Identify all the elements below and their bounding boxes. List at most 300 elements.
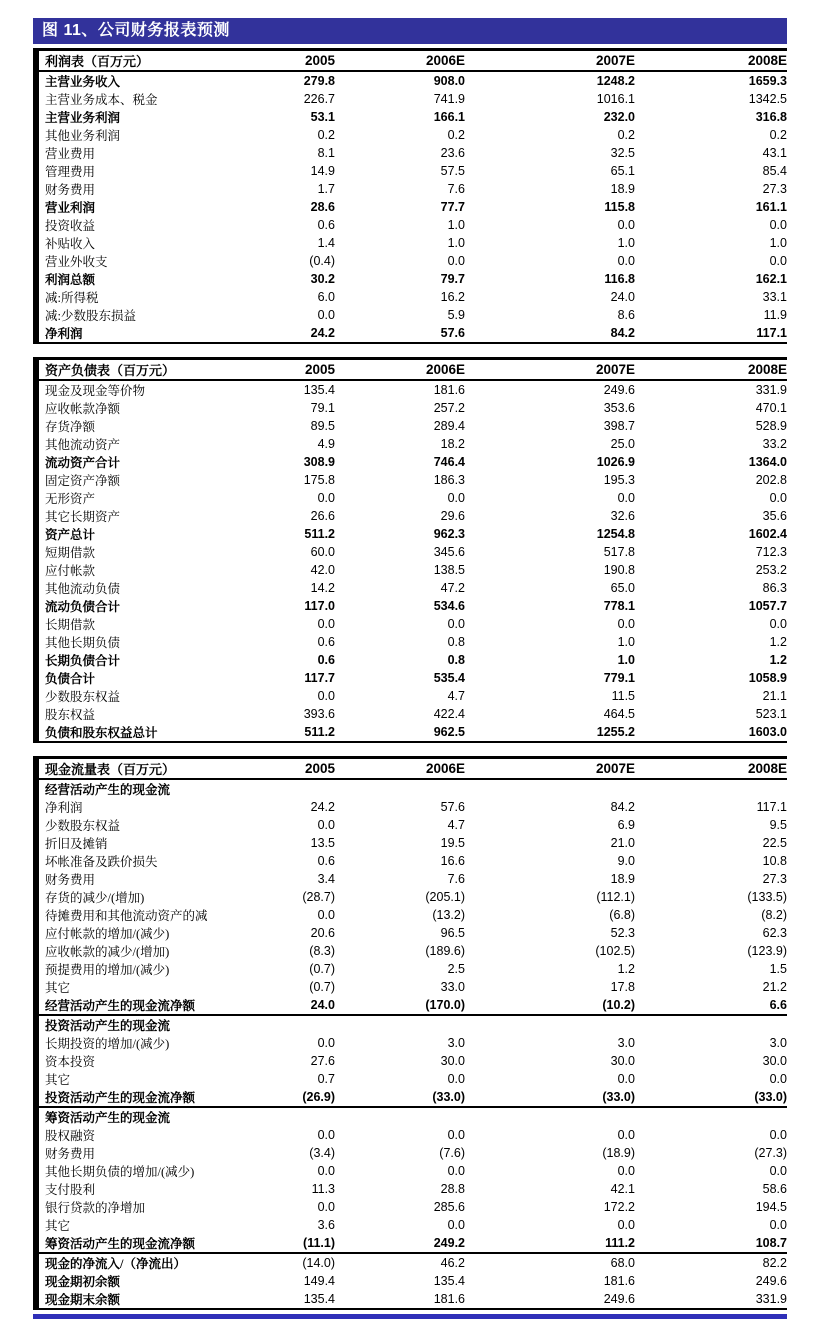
row-label: 管理费用 <box>45 165 96 179</box>
cell-value: 0.2 <box>447 128 465 142</box>
row-label: 坏帐准备及跌价损失 <box>45 855 158 869</box>
cell-value: 1.2 <box>617 962 635 976</box>
cell-value: 77.7 <box>440 200 465 214</box>
cell-value: 1659.3 <box>748 74 787 88</box>
row-label: 补贴收入 <box>45 237 96 251</box>
figure-title-bar <box>33 18 787 44</box>
cell-value: 1248.2 <box>596 74 635 88</box>
cell-value: 908.0 <box>433 74 465 88</box>
cell-value: 962.3 <box>433 527 465 541</box>
row-label: 资本投资 <box>45 1055 96 1069</box>
table-row <box>39 126 787 144</box>
column-header-2008e: 2008E <box>747 761 787 776</box>
cell-value: 60.0 <box>310 545 335 559</box>
balance-sheet-grid <box>39 357 787 743</box>
row-label: 现金及现金等价物 <box>45 384 146 398</box>
cell-value: 7.6 <box>447 182 465 196</box>
column-header-2007e: 2007E <box>595 362 635 377</box>
row-label: 现金的净流入/（净流出） <box>45 1257 186 1271</box>
row-label: 存货净额 <box>45 420 96 434</box>
cell-value: 0.0 <box>317 1036 335 1050</box>
table-row <box>39 71 787 90</box>
cell-value: 0.7 <box>317 1072 335 1086</box>
cell-value: 511.2 <box>304 725 335 739</box>
cell-value: 89.5 <box>310 419 335 433</box>
cell-value: 0.0 <box>769 617 787 631</box>
table-row <box>39 1088 787 1107</box>
row-label: 减:所得税 <box>45 291 99 305</box>
table-row <box>39 108 787 126</box>
table-row <box>39 399 787 417</box>
cell-value: 0.0 <box>317 908 335 922</box>
cell-value: 253.2 <box>755 563 787 577</box>
cell-value: (3.4) <box>309 1146 335 1160</box>
row-label: 应付帐款的增加/(减少) <box>45 927 170 941</box>
row-label: 长期借款 <box>45 618 96 632</box>
table-row <box>39 723 787 742</box>
cash-flow-table <box>33 756 787 1310</box>
cell-value: 0.0 <box>317 818 335 832</box>
cell-value: 96.5 <box>440 926 465 940</box>
table-row <box>39 180 787 198</box>
cell-value: 3.4 <box>317 872 335 886</box>
table-row <box>39 1126 787 1144</box>
table-row <box>39 90 787 108</box>
row-label: 营业外收支 <box>45 255 108 269</box>
cell-value: 111.2 <box>605 1236 635 1250</box>
row-label: 预提费用的增加/(减少) <box>45 963 170 977</box>
table-row <box>39 651 787 669</box>
column-header-2005: 2005 <box>304 53 335 68</box>
cell-value: 175.8 <box>303 473 335 487</box>
cell-value: 1.2 <box>769 635 787 649</box>
table-row <box>39 198 787 216</box>
cell-value: 190.8 <box>603 563 635 577</box>
cell-value: 0.0 <box>447 1218 465 1232</box>
row-label: 少数股东权益 <box>45 690 121 704</box>
column-header-2008e: 2008E <box>747 362 787 377</box>
cell-value: 257.2 <box>433 401 465 415</box>
table-row <box>39 489 787 507</box>
cell-value: 162.1 <box>755 272 787 286</box>
cell-value: (0.4) <box>309 254 335 268</box>
cell-value: 68.0 <box>610 1256 635 1270</box>
table-row <box>39 417 787 435</box>
cell-value: 24.0 <box>310 998 335 1012</box>
table-row <box>39 324 787 343</box>
cell-value: 0.0 <box>617 1218 635 1232</box>
cash-flow-header-row <box>39 758 787 780</box>
cell-value: 1016.1 <box>596 92 635 106</box>
table-row <box>39 561 787 579</box>
table-row <box>39 525 787 543</box>
table-row <box>39 543 787 561</box>
cell-value <box>635 1015 787 1034</box>
cell-value: 0.2 <box>769 128 787 142</box>
row-label: 主营业务成本、税金 <box>45 93 158 107</box>
cell-value: 3.6 <box>317 1218 335 1232</box>
cell-value: 11.9 <box>763 308 787 322</box>
table-row <box>39 779 787 798</box>
cell-value: 27.3 <box>762 182 787 196</box>
cell-value: 53.1 <box>310 110 335 124</box>
cell-value: 8.6 <box>617 308 635 322</box>
cell-value: 746.4 <box>433 455 465 469</box>
cell-value <box>335 1015 465 1034</box>
row-label: 其他流动资产 <box>45 438 121 452</box>
row-label: 投资活动产生的现金流净额 <box>45 1091 196 1105</box>
cell-value: (11.1) <box>303 1236 335 1250</box>
cell-value: 1.0 <box>617 653 635 667</box>
bottom-rule <box>33 1314 787 1319</box>
cell-value: 0.0 <box>617 491 635 505</box>
cell-value: 0.0 <box>317 1128 335 1142</box>
cell-value: 6.0 <box>317 290 335 304</box>
row-label: 其它 <box>45 1073 71 1087</box>
cell-value: (13.2) <box>432 908 465 922</box>
row-label: 负债和股东权益总计 <box>45 726 158 740</box>
row-label: 资产总计 <box>45 528 96 542</box>
table-row <box>39 906 787 924</box>
row-label: 无形资产 <box>45 492 96 506</box>
cell-value: 712.3 <box>755 545 787 559</box>
cell-value <box>335 1107 465 1126</box>
cell-value: 194.5 <box>755 1200 787 1214</box>
cell-value: (28.7) <box>302 890 335 904</box>
cell-value: 1342.5 <box>748 92 787 106</box>
row-label: 投资活动产生的现金流 <box>45 1019 171 1033</box>
figure-content <box>33 18 787 1319</box>
table-row <box>39 834 787 852</box>
row-label: 筹资活动产生的现金流净额 <box>45 1237 196 1251</box>
cell-value: 27.3 <box>762 872 787 886</box>
table-row <box>39 942 787 960</box>
table-row <box>39 252 787 270</box>
cell-value: 1.0 <box>617 236 635 250</box>
column-header-2005: 2005 <box>304 362 335 377</box>
row-label: 待摊费用和其他流动资产的减 <box>45 909 208 923</box>
cell-value: 0.0 <box>769 491 787 505</box>
cell-value: (33.0) <box>754 1090 787 1104</box>
cell-value: 3.0 <box>617 1036 635 1050</box>
cell-value: 393.6 <box>303 707 335 721</box>
cell-value: 14.9 <box>310 164 335 178</box>
row-label: 利润总额 <box>45 273 96 287</box>
table-row <box>39 870 787 888</box>
cell-value <box>465 1107 635 1126</box>
cell-value: (189.6) <box>425 944 465 958</box>
row-label: 支付股利 <box>45 1183 96 1197</box>
cell-value: 19.5 <box>440 836 465 850</box>
cell-value: 9.5 <box>769 818 787 832</box>
table-row <box>39 633 787 651</box>
table-row <box>39 705 787 723</box>
table-row <box>39 669 787 687</box>
row-label: 短期借款 <box>45 546 96 560</box>
row-label: 其他业务利润 <box>45 129 121 143</box>
cell-value: 0.0 <box>617 617 635 631</box>
cell-value: 25.0 <box>610 437 635 451</box>
cell-value: 0.0 <box>769 254 787 268</box>
cell-value <box>335 779 465 798</box>
cell-value: 1.0 <box>447 236 465 250</box>
cell-value: 1.2 <box>769 653 787 667</box>
cell-value: (10.2) <box>602 998 635 1012</box>
cell-value: 46.2 <box>440 1256 465 1270</box>
table-row <box>39 507 787 525</box>
cell-value: 115.8 <box>604 200 635 214</box>
row-label: 银行贷款的净增加 <box>45 1201 146 1215</box>
cell-value: 16.6 <box>440 854 465 868</box>
cell-value: (27.3) <box>754 1146 787 1160</box>
row-label: 筹资活动产生的现金流 <box>45 1111 171 1125</box>
table-row <box>39 306 787 324</box>
row-label: 营业利润 <box>45 201 96 215</box>
table-row <box>39 924 787 942</box>
column-header-2006e: 2006E <box>425 362 465 377</box>
cell-value: 1.0 <box>617 635 635 649</box>
cell-value: 535.4 <box>433 671 465 685</box>
cell-value: 0.2 <box>617 128 635 142</box>
cell-value: 289.4 <box>433 419 465 433</box>
cell-value: 117.1 <box>756 326 787 340</box>
cell-value: 0.6 <box>317 854 335 868</box>
cell-value: 29.6 <box>440 509 465 523</box>
cell-value: 0.8 <box>447 635 465 649</box>
cell-value: 0.2 <box>317 128 335 142</box>
cell-value: 135.4 <box>433 1274 465 1288</box>
cell-value: 9.0 <box>617 854 635 868</box>
cell-value: 32.5 <box>610 146 635 160</box>
row-label: 现金期初余额 <box>45 1275 121 1289</box>
cell-value: 84.2 <box>610 326 635 340</box>
cell-value: 181.6 <box>603 1274 635 1288</box>
cell-value: 0.0 <box>617 218 635 232</box>
table-row <box>39 1234 787 1253</box>
cell-value: 8.1 <box>317 146 335 160</box>
cell-value: 249.6 <box>603 383 635 397</box>
table-row <box>39 435 787 453</box>
cell-value: (8.2) <box>761 908 787 922</box>
cell-value: 43.1 <box>762 146 787 160</box>
cell-value: 14.2 <box>310 581 335 595</box>
cell-value: 24.2 <box>310 800 335 814</box>
cell-value: 422.4 <box>433 707 465 721</box>
cell-value: 82.2 <box>762 1256 787 1270</box>
cell-value: 249.6 <box>755 1274 787 1288</box>
cell-value: 0.0 <box>447 254 465 268</box>
table-row <box>39 816 787 834</box>
row-label: 主营业务利润 <box>45 111 121 125</box>
cell-value: 86.3 <box>762 581 787 595</box>
table-row <box>39 978 787 996</box>
cell-value: 138.5 <box>433 563 465 577</box>
cell-value: 0.8 <box>447 653 465 667</box>
cell-value: 117.1 <box>756 800 787 814</box>
table-row <box>39 1162 787 1180</box>
column-header-2006e: 2006E <box>425 761 465 776</box>
cell-value: 18.9 <box>610 872 635 886</box>
cell-value: 226.7 <box>303 92 335 106</box>
table-row <box>39 1052 787 1070</box>
cell-value <box>465 779 635 798</box>
cell-value: (8.3) <box>309 944 335 958</box>
cell-value: 166.1 <box>433 110 465 124</box>
cell-value: 17.8 <box>610 980 635 994</box>
row-label: 少数股东权益 <box>45 819 121 833</box>
cell-value: 1026.9 <box>596 455 635 469</box>
cell-value: 62.3 <box>762 926 787 940</box>
cell-value: 0.0 <box>317 617 335 631</box>
cell-value: 0.6 <box>317 218 335 232</box>
cell-value: 534.6 <box>433 599 465 613</box>
row-label: 其他流动负债 <box>45 582 121 596</box>
table-row <box>39 144 787 162</box>
table-row <box>39 1216 787 1234</box>
cell-value: 149.4 <box>303 1274 335 1288</box>
cell-value: 47.2 <box>440 581 465 595</box>
cell-value: 27.6 <box>310 1054 335 1068</box>
cell-value: 7.6 <box>447 872 465 886</box>
table-row <box>39 270 787 288</box>
cell-value: 0.0 <box>317 689 335 703</box>
cell-value: 32.6 <box>610 509 635 523</box>
cell-value: 11.5 <box>611 689 635 703</box>
cell-value: 161.1 <box>755 200 787 214</box>
cell-value: (7.6) <box>439 1146 465 1160</box>
cell-value: 962.5 <box>433 725 465 739</box>
cell-value <box>217 1015 335 1034</box>
cell-value: 30.2 <box>310 272 335 286</box>
column-header-2008e: 2008E <box>747 53 787 68</box>
cell-value: 30.0 <box>762 1054 787 1068</box>
cell-value: 517.8 <box>603 545 635 559</box>
row-label: 营业费用 <box>45 147 96 161</box>
cell-value: 279.8 <box>303 74 335 88</box>
row-label: 应收帐款净额 <box>45 402 121 416</box>
cell-value: 353.6 <box>603 401 635 415</box>
cell-value: 186.3 <box>433 473 465 487</box>
cell-value: 249.6 <box>603 1292 635 1306</box>
row-label: 应收帐款的减少/(增加) <box>45 945 170 959</box>
cell-value: 345.6 <box>433 545 465 559</box>
row-label: 主营业务收入 <box>45 75 121 89</box>
row-label: 其它 <box>45 981 71 995</box>
cell-value: 316.8 <box>755 110 787 124</box>
cell-value <box>217 779 335 798</box>
column-header-2007e: 2007E <box>595 53 635 68</box>
table-row <box>39 798 787 816</box>
cell-value: 1364.0 <box>748 455 787 469</box>
cell-value: 79.1 <box>310 401 335 415</box>
income-statement-table <box>33 48 787 344</box>
cell-value: 6.6 <box>769 998 787 1012</box>
cell-value: 1058.9 <box>748 671 787 685</box>
cell-value: 85.4 <box>762 164 787 178</box>
cell-value <box>635 779 787 798</box>
cell-value: 1254.8 <box>596 527 635 541</box>
cell-value: 464.5 <box>603 707 635 721</box>
row-label: 股东权益 <box>45 708 96 722</box>
table-row <box>39 1180 787 1198</box>
table-row <box>39 687 787 705</box>
table-row <box>39 597 787 615</box>
cell-value: (170.0) <box>425 998 465 1012</box>
cell-value: 57.5 <box>440 164 465 178</box>
cash-flow-title: 现金流量表（百万元） <box>45 762 176 777</box>
cell-value: 1.5 <box>769 962 787 976</box>
cell-value: 249.2 <box>433 1236 465 1250</box>
cell-value: 1602.4 <box>748 527 787 541</box>
cell-value: 3.0 <box>447 1036 465 1050</box>
table-row <box>39 960 787 978</box>
figure-title: 图 11、公司财务报表预测 <box>42 22 230 39</box>
cell-value: 65.0 <box>610 581 635 595</box>
cell-value: 202.8 <box>755 473 787 487</box>
table-row <box>39 453 787 471</box>
cell-value: (102.5) <box>595 944 635 958</box>
cell-value: 308.9 <box>303 455 335 469</box>
table-row <box>39 1144 787 1162</box>
cell-value: 24.2 <box>310 326 335 340</box>
income-statement-grid <box>39 48 787 344</box>
cell-value: 3.0 <box>769 1036 787 1050</box>
cell-value: 0.0 <box>447 1128 465 1142</box>
cell-value: (6.8) <box>609 908 635 922</box>
cell-value: 741.9 <box>433 92 465 106</box>
cell-value: 135.4 <box>303 1292 335 1306</box>
cell-value: 528.9 <box>755 419 787 433</box>
cell-value: 0.0 <box>317 1164 335 1178</box>
cell-value: 398.7 <box>603 419 635 433</box>
cell-value: 0.0 <box>617 1164 635 1178</box>
column-header-2006e: 2006E <box>425 53 465 68</box>
table-row <box>39 234 787 252</box>
cell-value: 0.0 <box>317 1200 335 1214</box>
cell-value: 4.9 <box>317 437 335 451</box>
table-row <box>39 380 787 399</box>
cell-value: 0.0 <box>617 1072 635 1086</box>
cell-value: 28.6 <box>310 200 335 214</box>
cell-value: 33.0 <box>440 980 465 994</box>
cell-value <box>465 1015 635 1034</box>
cell-value: 116.8 <box>604 272 635 286</box>
cell-value: 5.9 <box>447 308 465 322</box>
row-label: 长期投资的增加/(减少) <box>45 1037 170 1051</box>
cell-value: 18.2 <box>440 437 465 451</box>
cell-value: 0.0 <box>769 1072 787 1086</box>
cell-value: 0.6 <box>317 653 335 667</box>
cell-value: (112.1) <box>596 890 635 904</box>
cell-value: 1603.0 <box>748 725 787 739</box>
cell-value: 0.0 <box>769 1218 787 1232</box>
balance-sheet-header-row <box>39 359 787 381</box>
cell-value: (18.9) <box>602 1146 635 1160</box>
row-label: 净利润 <box>45 327 83 341</box>
cell-value: 42.0 <box>310 563 335 577</box>
table-row <box>39 162 787 180</box>
cell-value: 24.0 <box>610 290 635 304</box>
income-statement-header-row <box>39 50 787 72</box>
cell-value: 0.0 <box>447 1164 465 1178</box>
cell-value: (123.9) <box>747 944 787 958</box>
cell-value: 232.0 <box>603 110 635 124</box>
cell-value: 778.1 <box>603 599 635 613</box>
table-row <box>39 579 787 597</box>
row-label: 财务费用 <box>45 873 96 887</box>
cell-value <box>217 1107 335 1126</box>
cell-value: 117.0 <box>304 599 335 613</box>
